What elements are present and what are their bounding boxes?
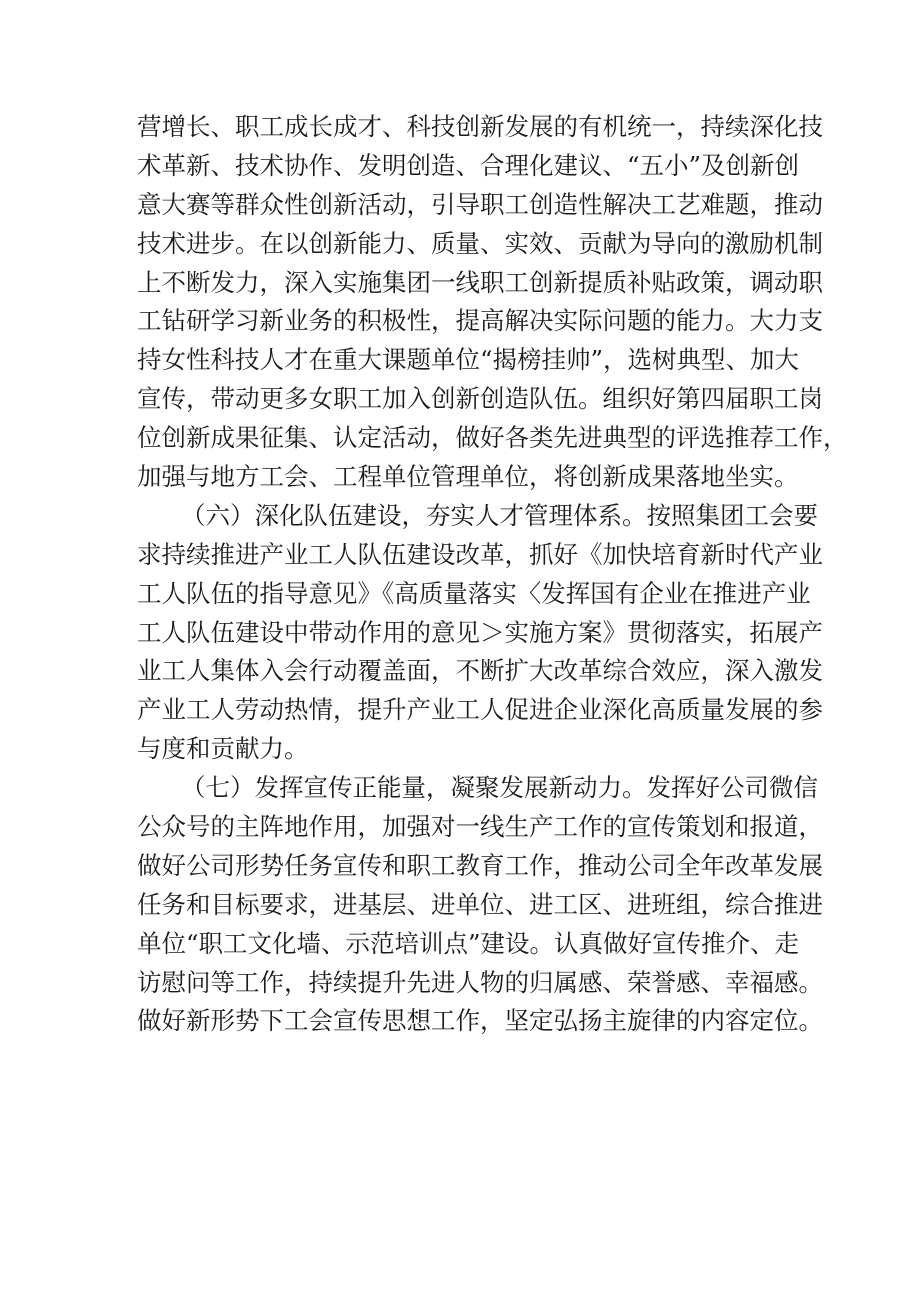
paragraph-publicity bbox=[137, 769, 823, 1041]
text-line: 意大赛等群众性创新活动，引导职工创造性解决工艺难题，推动 bbox=[137, 189, 823, 219]
text-line: 访慰问等工作，持续提升先进人物的归属感、荣誉感、幸福感。 bbox=[137, 967, 823, 997]
text-line: 任务和目标要求，进基层、进单位、进工区、进班组，综合推进 bbox=[137, 889, 823, 919]
text-line: 加强与地方工会、工程单位管理单位，将创新成果落地坐实。 bbox=[137, 462, 799, 492]
text-line: 与度和贡献力。 bbox=[137, 734, 309, 764]
text-line: 工钻研学习新业务的积极性，提高解决实际问题的能力。大力支 bbox=[137, 306, 823, 336]
paragraph-team-building bbox=[137, 497, 823, 769]
text-line: 营增长、职工成长成才、科技创新发展的有机统一，持续深化技 bbox=[137, 112, 823, 141]
text-line: 上不断发力，深入实施集团一线职工创新提质补贴政策，调动职 bbox=[137, 267, 823, 297]
text-line: 公众号的主阵地作用，加强对一线生产工作的宣传策划和报道， bbox=[137, 812, 823, 842]
text-line: （七）发挥宣传正能量，凝聚发展新动力。发挥好公司微信 bbox=[181, 773, 818, 803]
text-line: 业工人集体入会行动覆盖面，不断扩大改革综合效应，深入激发 bbox=[137, 656, 823, 686]
text-line: 宣传，带动更多女职工加入创新创造队伍。组织好第四届职工岗 bbox=[137, 384, 823, 414]
document-body bbox=[137, 108, 848, 1041]
text-line: 术革新、技术协作、发明创造、合理化建议、“五小”及创新创 bbox=[137, 150, 800, 180]
text-line: （六）深化队伍建设，夯实人才管理体系。按照集团工会要 bbox=[181, 500, 818, 530]
text-line: 技术进步。在以创新能力、质量、实效、贡献为导向的激励机制 bbox=[137, 228, 823, 258]
text-line: 单位“职工文化墙、示范培训点”建设。认真做好宣传推介、走 bbox=[137, 928, 800, 958]
text-line: 位创新成果征集、认定活动，做好各类先进典型的评选推荐工作， bbox=[137, 423, 848, 453]
text-line: 产业工人劳动热情，提升产业工人促进企业深化高质量发展的参 bbox=[137, 695, 823, 725]
text-line: 做好公司形势任务宣传和职工教育工作，推动公司全年改革发展 bbox=[137, 850, 823, 880]
text-line: 持女性科技人才在重大课题单位“揭榜挂帅”，选树典型、加大 bbox=[137, 345, 800, 375]
text-line: 做好新形势下工会宣传思想工作，坚定弘扬主旋律的内容定位。 bbox=[137, 1006, 823, 1036]
text-line: 工人队伍的指导意见》《高质量落实〈发挥国有企业在推进产业 bbox=[137, 578, 811, 608]
text-line: 求持续推进产业工人队伍建设改革，抓好《加快培育新时代产业 bbox=[137, 539, 823, 569]
paragraph-innovation bbox=[137, 108, 848, 497]
text-line: 工人队伍建设中带动作用的意见＞实施方案》贯彻落实，拓展产 bbox=[137, 617, 823, 647]
